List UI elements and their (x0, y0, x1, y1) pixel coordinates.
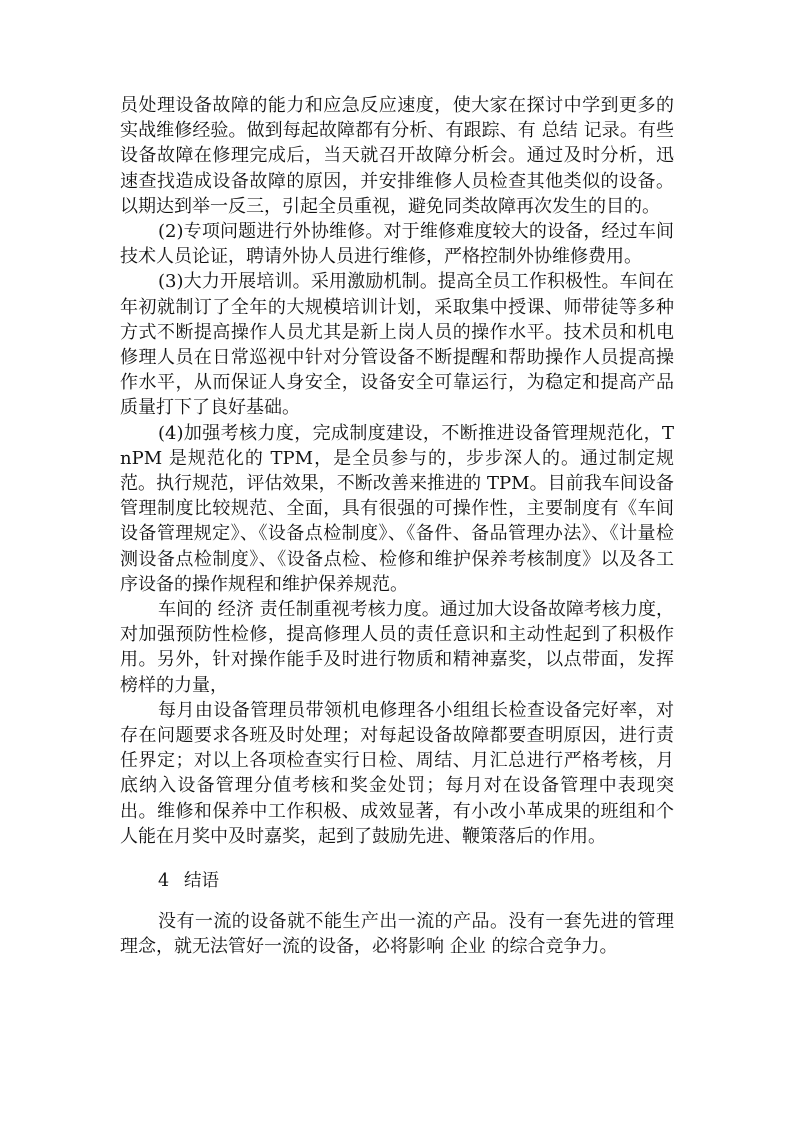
section-number: 4 (158, 871, 170, 892)
section-title: 结语 (184, 871, 219, 892)
paragraph-item-4-assessment-system: (4)加强考核力度，完成制度建设，不断推进设备管理规范化，TnPM 是规范化的 TPM，是全员参与的，步步深人的。通过制定规范。执行规范，评估效果，不断改善来推进的 TPM。目前我车间设备管理制度比较规范、全面，具有很强的可操作性，主要制度有《车间设备管理规定》、《设备点检制度》、《备件、备品管理办法》、《计量检测设备点检制度》、《设备点检、检修和维护保养考核制度》以及各工序设备的操作规程和维护保养规范。 (120, 422, 674, 595)
section-heading (158, 867, 674, 895)
paragraph-conclusion: 没有一流的设备就不能生产出一流的产品。没有一套先进的管理理念，就无法管好一流的设备，必将影响 企业 的综合竞争力。 (120, 911, 674, 958)
paragraph-economic-responsibility: 车间的 经济 责任制重视考核力度。通过加大设备故障考核力度，对加强预防性检修，提高修理人员的责任意识和主动性起到了积极作用。另外，针对操作能手及时进行物质和精神嘉奖，以点带面，发挥榜样的力量， (120, 599, 674, 696)
paragraph-continued: 员处理设备故障的能力和应急反应速度，使大家在探讨中学到更多的实战维修经验。做到每起故障都有分析、有跟踪、有 总结 记录。有些设备故障在修理完成后，当天就召开故障分析会。通过及时分析，迅速查找造成设备故障的原因，并安排维修人员检查其他类似的设备。以期达到举一反三，引起全员重视，避免同类故障再次发生的目的。 (120, 95, 674, 217)
paragraph-monthly-inspection: 每月由设备管理员带领机电修理各小组组长检查设备完好率，对存在问题要求各班及时处理；对每起设备故障都要查明原因，进行责任界定；对以上各项检查实行日检、周结、月汇总进行严格考核，月底纳入设备管理分值考核和奖金处罚；每月对在设备管理中表现突出。维修和保养中工作积极、成效显著，有小改小革成果的班组和个人能在月奖中及时嘉奖，起到了鼓励先进、鞭策落后的作用。 (120, 699, 674, 847)
paragraph-item-2-outsourced-repair: (2)专项问题进行外协维修。对于维修难度较大的设备，经过车间技术人员论证，聘请外协人员进行维修，严格控制外协维修费用。 (120, 221, 674, 268)
paragraph-item-3-training: (3)大力开展培训。采用激励机制。提高全员工作积极性。车间在年初就制订了全年的大规模培训计划，采取集中授课、师带徒等多种方式不断提高操作人员尤其是新上岗人员的操作水平。技术员和机电修理人员在日常巡视中针对分管设备不断提醒和帮助操作人员提高操作水平，从而保证人身安全，设备安全可靠运行，为稳定和提高产品质量打下了良好基础。 (120, 271, 674, 419)
document-page (120, 93, 674, 960)
